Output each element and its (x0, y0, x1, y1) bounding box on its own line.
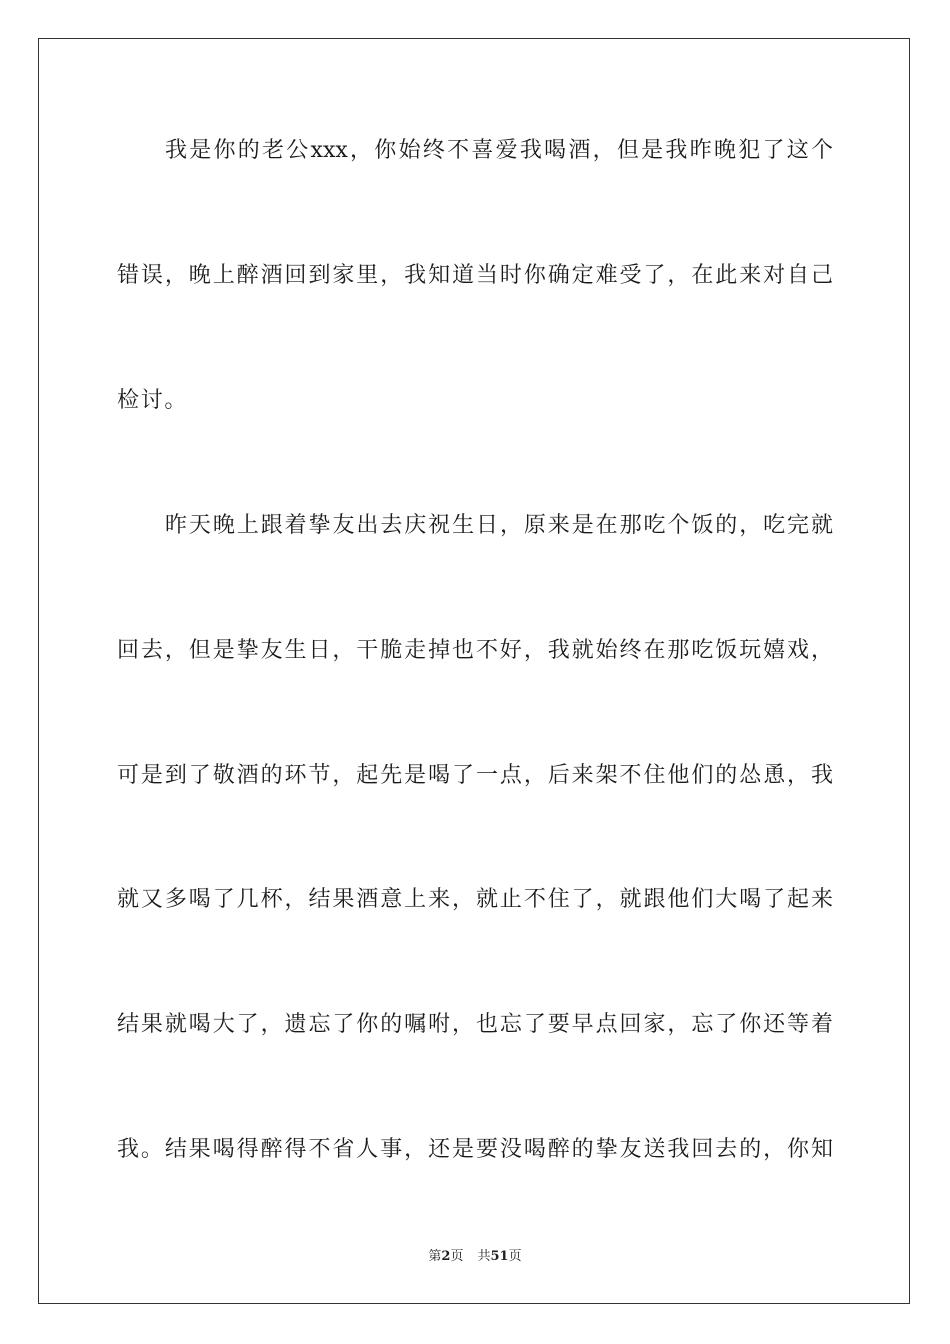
paragraph-2-line-4: 就又多喝了几杯，结果酒意上来，就止不住了，就跟他们大喝了起来 (117, 887, 833, 912)
total-suffix: 页 (508, 1249, 522, 1264)
total-prefix: 共 (477, 1249, 491, 1264)
page-number: 2 (441, 1249, 451, 1264)
paragraph-1-line-2: 错误，晚上醉酒回到家里，我知道当时你确定难受了，在此来对自己 (117, 263, 833, 288)
page-frame (38, 38, 910, 1304)
paragraph-2-line-1: 昨天晚上跟着挚友出去庆祝生日，原来是在那吃个饭的，吃完就 (165, 513, 833, 538)
page-prefix: 第 (428, 1249, 442, 1264)
paragraph-2-line-6: 我。结果喝得醉得不省人事，还是要没喝醉的挚友送我回去的，你知 (117, 1137, 833, 1162)
paragraph-2-line-3: 可是到了敬酒的环节，起先是喝了一点，后来架不住他们的怂恿，我 (117, 763, 833, 788)
page-footer (0, 1246, 950, 1268)
paragraph-2-line-5: 结果就喝大了，遗忘了你的嘱咐，也忘了要早点回家，忘了你还等着 (117, 1012, 833, 1037)
paragraph-2-line-2: 回去，但是挚友生日，干脆走掉也不好，我就始终在那吃饭玩嬉戏， (117, 638, 833, 663)
total-pages: 51 (490, 1249, 509, 1264)
page-suffix: 页 (450, 1249, 464, 1264)
paragraph-1-line-1: 我是你的老公xxx，你始终不喜爱我喝酒，但是我昨晚犯了这个 (165, 138, 833, 163)
paragraph-1-line-3: 检讨。 (117, 388, 189, 413)
